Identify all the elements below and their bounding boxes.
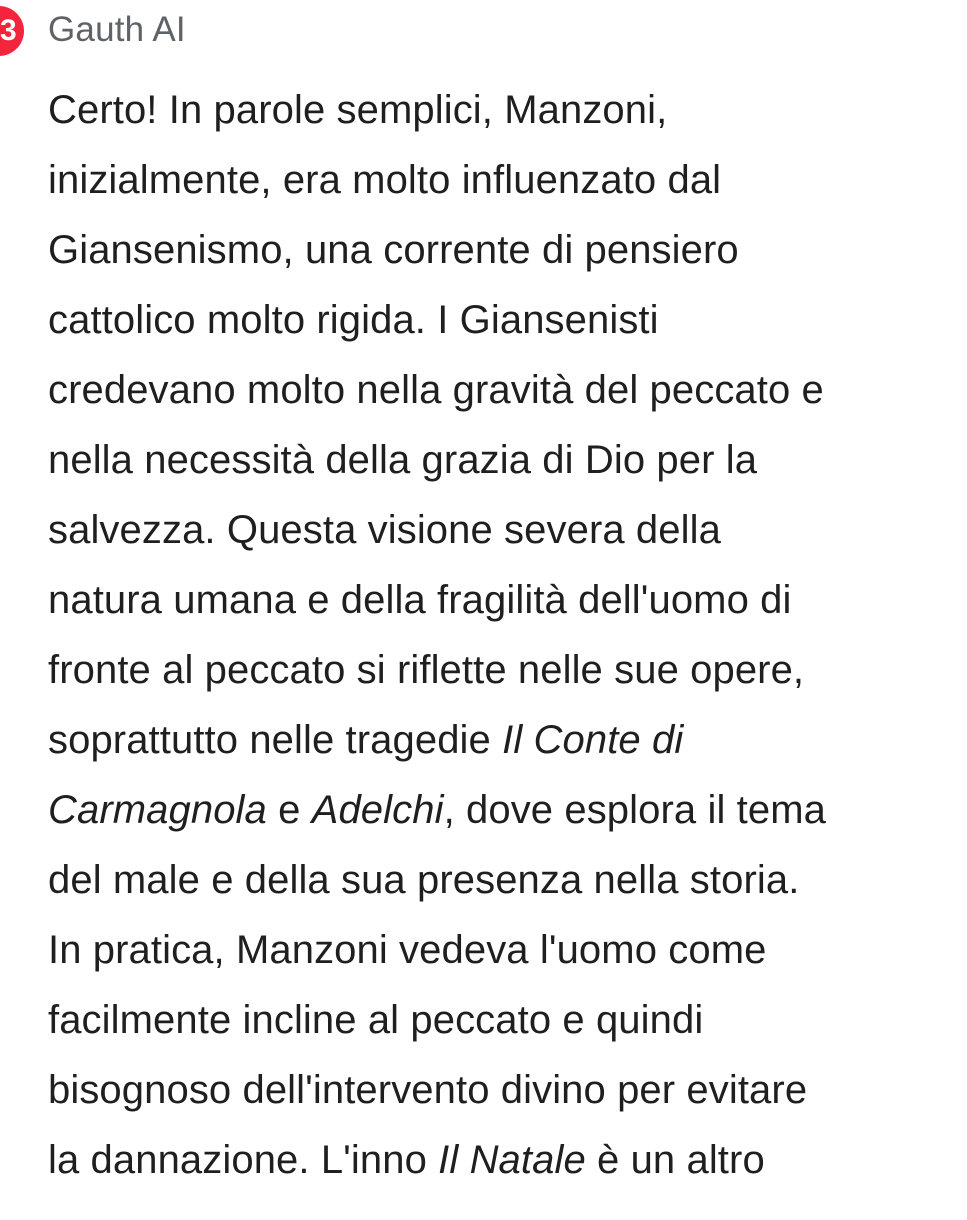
text-line: cattolico molto rigida. I Giansenisti bbox=[48, 298, 659, 342]
text-line: salvezza. Questa visione severa della bbox=[48, 508, 721, 552]
work-title: Il Natale bbox=[438, 1138, 586, 1182]
text-line: la dannazione. L'inno Il Natale è un altro bbox=[48, 1138, 765, 1182]
message-header bbox=[0, 0, 967, 62]
work-title: Adelchi bbox=[311, 788, 444, 832]
work-title: Carmagnola bbox=[48, 788, 267, 832]
work-title: Il Conte di bbox=[502, 718, 684, 762]
text-line: In pratica, Manzoni vedeva l'uomo come bbox=[48, 928, 767, 972]
text-line: natura umana e della fragilità dell'uomo di bbox=[48, 578, 792, 622]
gauth-logo-mark: 3 bbox=[0, 14, 17, 47]
text-line: Certo! In parole semplici, Manzoni, bbox=[48, 88, 668, 132]
text-line: inizialmente, era molto influenzato dal bbox=[48, 158, 722, 202]
text-line: bisognoso dell'intervento divino per evitare bbox=[48, 1068, 808, 1112]
author-name: Gauth AI bbox=[48, 10, 186, 49]
text-line: Giansenismo, una corrente di pensiero bbox=[48, 228, 739, 272]
text-line: facilmente incline al peccato e quindi bbox=[48, 998, 704, 1042]
text-line: del male e della sua presenza nella storia. bbox=[48, 858, 800, 902]
text-line: soprattutto nelle tragedie Il Conte di bbox=[48, 718, 684, 762]
text-line: credevano molto nella gravità del peccato e bbox=[48, 368, 824, 412]
text-line: fronte al peccato si riflette nelle sue opere, bbox=[48, 648, 805, 692]
text-line: nella necessità della grazia di Dio per la bbox=[48, 438, 758, 482]
ai-response-text bbox=[48, 75, 958, 1195]
text-line: Carmagnola e Adelchi, dove esplora il tema bbox=[48, 788, 826, 832]
gauth-logo-icon bbox=[0, 6, 24, 56]
